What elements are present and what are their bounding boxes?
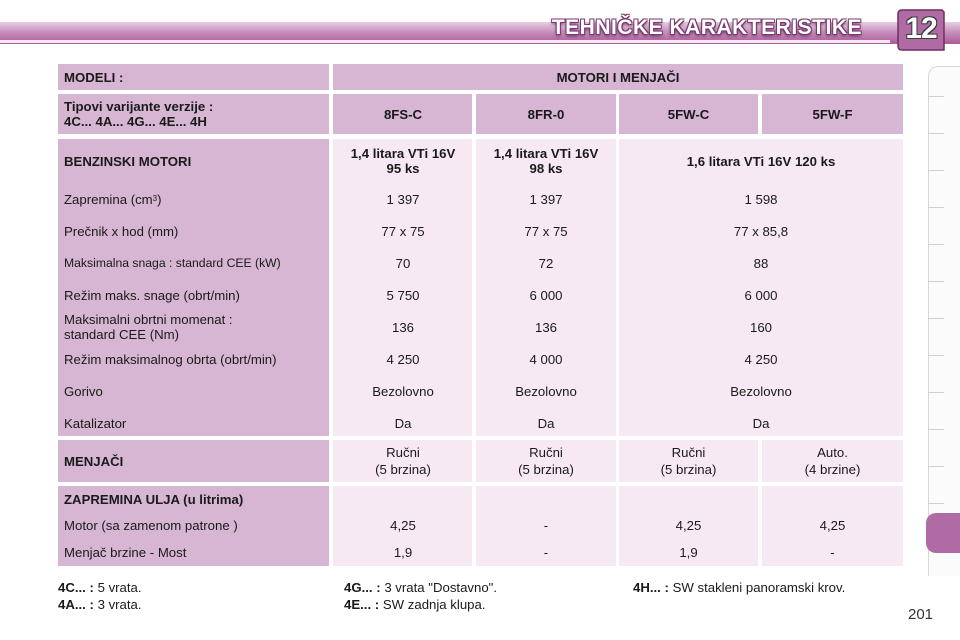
spec-value: 136 — [534, 319, 557, 335]
spec-value: Bezolovno — [730, 383, 792, 399]
active-chapter-tab[interactable] — [926, 513, 960, 553]
engine-section-title: BENZINSKI MOTORI — [64, 153, 192, 169]
tab-divider — [928, 318, 944, 319]
tab-divider — [928, 466, 944, 467]
tab-divider — [928, 281, 944, 282]
chapter-number: 12 — [905, 12, 937, 45]
footnote — [58, 597, 142, 613]
page-number: 201 — [908, 606, 934, 623]
variant-code: 5FW-F — [812, 106, 853, 122]
spec-value: 1 397 — [386, 191, 420, 207]
spec-value: 77 x 75 — [524, 223, 568, 239]
tab-divider — [928, 207, 944, 208]
spec-label: Režim maksimalnog obrta (obrt/min) — [64, 351, 277, 367]
engine-name-line1: 1,4 litara VTi 16V — [493, 146, 599, 161]
gearbox-speeds: (4 brzine) — [804, 462, 861, 477]
footnote-text: SW stakleni panoramski krov. — [672, 580, 846, 595]
oil-value: - — [830, 544, 835, 560]
spec-label: Prečnik x hod (mm) — [64, 223, 179, 239]
oil-section-title: ZAPREMINA ULJA (u litrima) — [64, 491, 244, 507]
variant-label-line1: Tipovi varijante verzije : — [64, 99, 214, 114]
footnote-text: 3 vrata "Dostavno". — [384, 580, 498, 595]
spec-value: 70 — [395, 255, 411, 271]
chapter-tab-strip — [928, 66, 960, 576]
spec-value: 5 750 — [386, 287, 420, 303]
tab-divider — [928, 429, 944, 430]
spec-value: 4 000 — [529, 351, 563, 367]
footnote-code: 4E... : — [344, 597, 380, 612]
gearbox-type: Ručni — [671, 445, 706, 460]
tab-divider — [928, 503, 944, 504]
spec-label — [64, 312, 324, 342]
spec-value: Bezolovno — [372, 383, 434, 399]
footnote-text: 3 vrata. — [97, 597, 142, 612]
oil-value: 1,9 — [393, 544, 413, 560]
variant-code: 8FS-C — [383, 106, 423, 122]
header-band-line — [0, 40, 890, 43]
variant-code: 5FW-C — [667, 106, 710, 122]
footnote-code: 4A... : — [58, 597, 94, 612]
footnote-code: 4H... : — [633, 580, 669, 595]
footnote — [633, 580, 845, 596]
tab-divider — [928, 133, 944, 134]
engine-name-line2: 95 ks — [386, 161, 420, 176]
spec-value: 1 598 — [744, 191, 778, 207]
variant-code: 8FR-0 — [527, 106, 565, 122]
spec-label: Gorivo — [64, 383, 103, 399]
spec-value: Da — [752, 415, 770, 431]
tab-divider — [928, 244, 944, 245]
gearbox-value — [334, 442, 472, 480]
spec-label: Režim maks. snage (obrt/min) — [64, 287, 240, 303]
chapter-badge — [896, 8, 946, 52]
spec-value: 72 — [538, 255, 554, 271]
spec-label — [64, 186, 324, 212]
engine-name-line1: 1,4 litara VTi 16V — [350, 146, 456, 161]
spec-value: 4 250 — [744, 351, 778, 367]
oil-value: 4,25 — [390, 517, 416, 533]
engine-name-line2: 98 ks — [529, 161, 563, 176]
spec-value: 1 397 — [529, 191, 563, 207]
spec-label-sup: 3 — [152, 194, 158, 203]
spec-value: 4 250 — [386, 351, 420, 367]
spec-label: Katalizator — [64, 415, 127, 431]
oil-label: Motor (sa zamenom patrone ) — [64, 517, 238, 533]
spec-value: Da — [394, 415, 412, 431]
spec-value: 136 — [391, 319, 414, 335]
footnote — [58, 580, 142, 596]
spec-label-line2: standard CEE (Nm) — [64, 327, 180, 342]
oil-value: 1,9 — [679, 544, 698, 560]
gearbox-speeds: (5 brzina) — [660, 462, 717, 477]
spec-value: 88 — [753, 255, 769, 271]
gearbox-speeds: (5 brzina) — [518, 462, 574, 477]
variant-label-line2: 4C... 4A... 4G... 4E... 4H — [64, 114, 207, 129]
gearbox-speeds: (5 brzina) — [375, 462, 431, 477]
gearbox-section-title: MENJAČI — [64, 453, 124, 469]
gearbox-value — [762, 442, 903, 480]
footnote — [344, 597, 485, 613]
spec-label: Maksimalna snaga : standard CEE (kW) — [64, 255, 281, 270]
page-title: TEHNIČKE KARAKTERISTIKE — [551, 16, 862, 39]
engine-name — [476, 146, 616, 176]
spec-value: 77 x 75 — [381, 223, 425, 239]
engine-name: 1,6 litara VTi 16V 120 ks — [686, 153, 836, 169]
gearbox-type: Ručni — [529, 445, 563, 460]
modeli-label: MODELI : — [64, 69, 124, 85]
spec-value: 77 x 85,8 — [733, 223, 789, 239]
spec-label-end: ) — [157, 191, 162, 207]
footnote-text: SW zadnja klupa. — [382, 597, 486, 612]
oil-value: - — [543, 517, 549, 533]
spec-value: Da — [537, 415, 555, 431]
tab-divider — [928, 96, 944, 97]
oil-value: 4,25 — [819, 517, 846, 533]
footnote-text: 5 vrata. — [97, 580, 142, 595]
gearbox-value — [476, 442, 616, 480]
spec-label-line1: Maksimalni obrtni momenat : — [64, 312, 233, 327]
footnote — [344, 580, 497, 596]
tab-divider — [928, 392, 944, 393]
spec-value: 6 000 — [529, 287, 563, 303]
engine-name — [334, 146, 472, 176]
gearbox-value — [619, 442, 758, 480]
gearbox-type: Auto. — [817, 445, 848, 460]
spec-value: 6 000 — [744, 287, 778, 303]
footnote-code: 4G... : — [344, 580, 381, 595]
gearbox-type: Ručni — [386, 445, 420, 460]
oil-value: - — [543, 544, 549, 560]
spec-label-text: Zapremina (cm — [64, 191, 153, 207]
variant-label — [64, 96, 324, 132]
group-header: MOTORI I MENJAČI — [556, 69, 680, 85]
spec-value: 160 — [749, 319, 772, 335]
oil-value: 4,25 — [675, 517, 702, 533]
footnote-code: 4C... : — [58, 580, 94, 595]
spec-value: Bezolovno — [515, 383, 577, 399]
tab-divider — [928, 355, 944, 356]
oil-label: Menjač brzine - Most — [64, 544, 187, 560]
tab-divider — [928, 170, 944, 171]
